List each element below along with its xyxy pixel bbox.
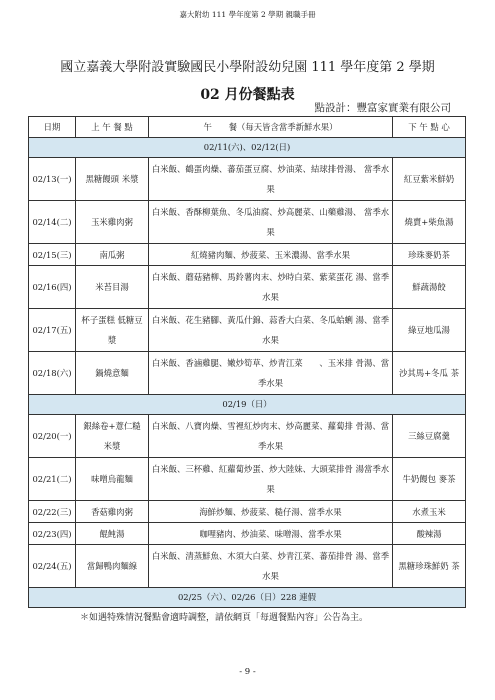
row-morning-snack: 玉米雞肉粥 bbox=[76, 201, 149, 244]
meal-menu-table bbox=[28, 116, 466, 608]
row-lunch: 白米飯、八寶肉燥、雪裡紅炒肉末、炒高麗菜、蘿蔔排 骨湯、當季水果 bbox=[149, 415, 393, 458]
row-afternoon-snack: 牛奶饅包 麥茶 bbox=[393, 458, 466, 501]
holiday-band-label: 02/11(六)、02/12(日) bbox=[29, 138, 466, 158]
row-lunch: 海鮮炒麵、炒菠菜、糙仔湯、當季水果 bbox=[149, 501, 393, 523]
row-morning-snack: 味噌烏龍麵 bbox=[76, 458, 149, 501]
row-morning-snack: 當歸鴨肉麵線 bbox=[76, 545, 149, 588]
row-afternoon-snack: 水煮玉米 bbox=[393, 501, 466, 523]
table-row bbox=[29, 458, 466, 501]
page-number: - 9 - bbox=[239, 667, 256, 677]
row-date: 02/24(五) bbox=[29, 545, 76, 588]
row-afternoon-snack: 黑糖珍珠鮮奶 茶 bbox=[393, 545, 466, 588]
row-lunch: 白米飯、蘑菇豬柳、馬鈴薯肉末、炒時白菜、紫菜蛋花 湯、當季水果 bbox=[149, 266, 393, 309]
row-lunch: 白米飯、三杯雞、紅蘿蔔炒蛋、炒大陸妹、大頭菜排骨 湯當季水果 bbox=[149, 458, 393, 501]
row-morning-snack: 黑糖饅頭 米漿 bbox=[76, 158, 149, 201]
row-morning-snack: 鍋燒意麵 bbox=[76, 352, 149, 395]
menu-note: ＊如遇特殊情況餐點會適時調整，請依網頁「每週餐點內容」公告為主。 bbox=[80, 613, 369, 623]
row-afternoon-snack: 紅豆紫米鮮奶 bbox=[393, 158, 466, 201]
row-date: 02/23(四) bbox=[29, 523, 76, 545]
table-row bbox=[29, 352, 466, 395]
row-date: 02/16(四) bbox=[29, 266, 76, 309]
row-date: 02/20(一) bbox=[29, 415, 76, 458]
table-header-row bbox=[29, 117, 466, 138]
handbook-header: 嘉大附幼 111 學年度第 2 學期 親職手冊 bbox=[179, 10, 316, 19]
row-date: 02/18(六) bbox=[29, 352, 76, 395]
table-row bbox=[29, 309, 466, 352]
table-row bbox=[29, 501, 466, 523]
page-title: 國立嘉義大學附設實驗國民小學附設幼兒園 111 學年度第 2 學期 bbox=[60, 60, 435, 75]
row-date: 02/15(三) bbox=[29, 244, 76, 266]
row-lunch: 白米飯、清蒸鮮魚、木須大白菜、炒青江菜、蕃茄排骨 湯、當季水果 bbox=[149, 545, 393, 588]
row-afternoon-snack: 燒賣+柴魚湯 bbox=[393, 201, 466, 244]
row-morning-snack: 銀絲卷+薏仁糙 米漿 bbox=[76, 415, 149, 458]
row-date: 02/13(一) bbox=[29, 158, 76, 201]
row-afternoon-snack: 三絲豆腐羹 bbox=[393, 415, 466, 458]
row-morning-snack: 餛飩湯 bbox=[76, 523, 149, 545]
menu-subtitle: 02 月份餐點表 bbox=[200, 87, 295, 103]
holiday-band-label: 02/19（日） bbox=[29, 395, 466, 415]
row-morning-snack: 杯子蛋糕 低糖豆漿 bbox=[76, 309, 149, 352]
row-lunch: 咖哩豬肉、炒油菜、味噌湯、當季水果 bbox=[149, 523, 393, 545]
menu-designer: 點設計：豐富家實業有限公司 bbox=[314, 102, 451, 114]
row-lunch: 白米飯、鶴蛋肉燥、蕃茄蛋豆腐、炒油菜、結球排骨湯、 當季水果 bbox=[149, 158, 393, 201]
row-date: 02/22(三) bbox=[29, 501, 76, 523]
row-lunch: 紅燒豬肉麵、炒菠菜、玉米濃湯、當季水果 bbox=[149, 244, 393, 266]
row-morning-snack: 南瓜粥 bbox=[76, 244, 149, 266]
column-header-afternoon-snack: 下 午 點 心 bbox=[393, 117, 466, 138]
table-row bbox=[29, 266, 466, 309]
table-row bbox=[29, 158, 466, 201]
table-row bbox=[29, 201, 466, 244]
row-lunch: 白米飯、香酥柳葉魚、冬瓜油腐、炒高麗菜、山藥雞湯、 當季水果 bbox=[149, 201, 393, 244]
holiday-band-row bbox=[29, 395, 466, 415]
row-date: 02/17(五) bbox=[29, 309, 76, 352]
row-date: 02/21(二) bbox=[29, 458, 76, 501]
row-lunch: 白米飯、花生豬腳、黃瓜什錦、蒜香大白菜、冬瓜蛤蜊 湯、當季水果 bbox=[149, 309, 393, 352]
row-afternoon-snack: 珍珠麥奶茶 bbox=[393, 244, 466, 266]
row-afternoon-snack: 鮮蔬湯餃 bbox=[393, 266, 466, 309]
table-row bbox=[29, 415, 466, 458]
column-header-lunch: 午 餐（每天皆含當季新鮮水果） bbox=[149, 117, 393, 138]
row-date: 02/14(二) bbox=[29, 201, 76, 244]
table-row bbox=[29, 545, 466, 588]
holiday-band-label: 02/25（六）、02/26（日）228 連假 bbox=[29, 588, 466, 608]
holiday-band-row bbox=[29, 588, 466, 608]
table-row bbox=[29, 523, 466, 545]
row-morning-snack: 香菇雞肉粥 bbox=[76, 501, 149, 523]
row-afternoon-snack: 綠豆地瓜湯 bbox=[393, 309, 466, 352]
row-lunch: 白米飯、香滷雞腿、嫩炒筍草、炒青江菜 、玉米排 骨湯、當季水果 bbox=[149, 352, 393, 395]
holiday-band-row bbox=[29, 138, 466, 158]
row-afternoon-snack: 酸辣湯 bbox=[393, 523, 466, 545]
table-row bbox=[29, 244, 466, 266]
column-header-morning-snack: 上 午 餐 點 bbox=[76, 117, 149, 138]
column-header-date: 日期 bbox=[29, 117, 76, 138]
row-afternoon-snack: 沙其馬+冬瓜 茶 bbox=[393, 352, 466, 395]
row-morning-snack: 米苔目湯 bbox=[76, 266, 149, 309]
